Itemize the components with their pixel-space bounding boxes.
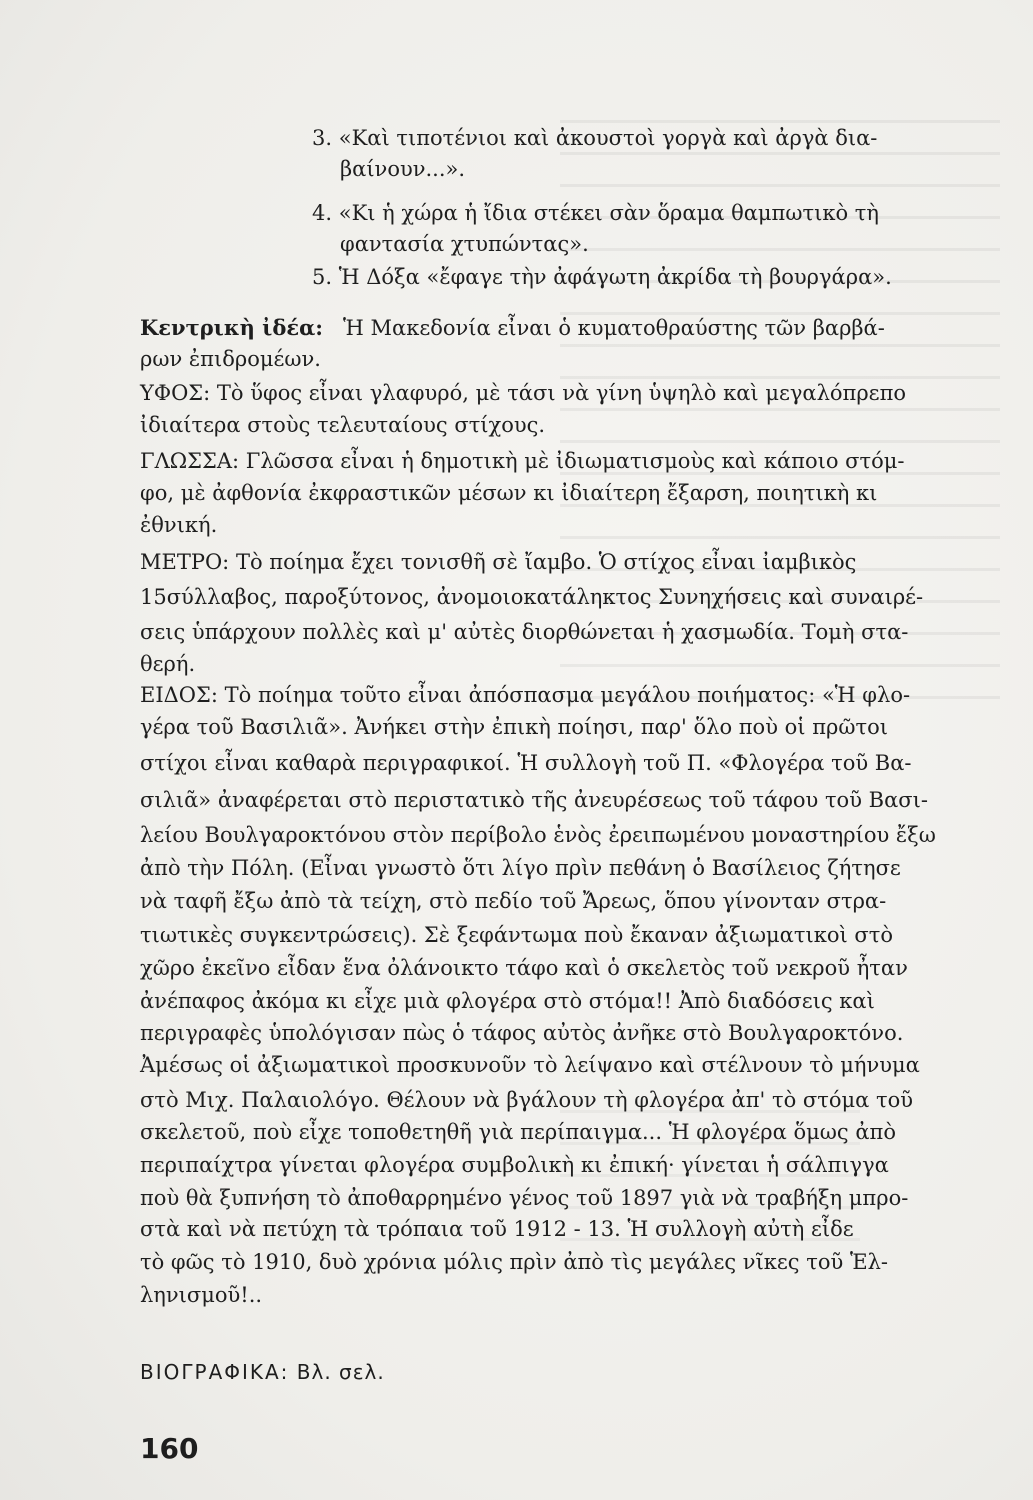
list-text: Ἡ Δόξα «ἔφαγε τὴν ἀφάγωτη ἀκρίδα τὴ βουργάρα».: [338, 265, 892, 289]
genre-continuation: ἀπὸ τὴν Πόλη. (Εἶναι γνωστὸ ὅτι λίγο πρὶν πεθάνη ὁ Βασίλειος ζήτησε: [140, 856, 901, 880]
genre-label: ΕΙΔΟΣ:: [140, 683, 218, 707]
genre-continuation: Ἀμέσως οἱ ἀξιωματικοὶ προσκυνοῦν τὸ λείψανο καὶ στέλνουν τὸ μήνυμα: [140, 1053, 920, 1077]
meter-continuation: θερή.: [140, 652, 196, 676]
genre-continuation: στίχοι εἶναι καθαρὰ περιγραφικοί. Ἡ συλλογὴ τοῦ Π. «Φλογέρα τοῦ Βα-: [140, 751, 912, 775]
list-item-continuation: βαίνουν...».: [340, 157, 466, 181]
meter-text: Τὸ ποίημα ἔχει τονισθῆ σὲ ἴαμβο. Ὁ στίχος εἶναι ἰαμβικὸς: [235, 550, 857, 574]
genre-continuation: σιλιᾶ» ἀναφέρεται στὸ περιστατικὸ τῆς ἀνευρέσεως τοῦ τάφου τοῦ Βασι-: [140, 788, 928, 812]
meter-label: ΜΕΤΡΟ:: [140, 550, 230, 574]
list-item-continuation: φαντασία χτυπώντας».: [340, 232, 589, 256]
genre-continuation: νὰ ταφῆ ἔξω ἀπὸ τὰ τείχη, στὸ πεδίο τοῦ Ἄρεως, ὅπου γίνονταν στρα-: [140, 889, 887, 913]
genre-continuation: χῶρο ἐκεῖνο εἶδαν ἕνα ὀλάνοικτο τάφο καὶ ὁ σκελετὸς τοῦ νεκροῦ ἦταν: [140, 956, 908, 980]
genre-continuation: σκελετοῦ, ποὺ εἶχε τοποθετηθῆ γιὰ περίπαιγμα... Ἡ φλογέρα ὅμως ἀπὸ: [140, 1120, 896, 1144]
genre-text: Τὸ ποίημα τοῦτο εἶναι ἀπόσπασμα μεγάλου ποιήματος: «Ἡ φλο-: [224, 683, 911, 707]
genre-continuation: στὰ καὶ νὰ πετύχη τὰ τρόπαια τοῦ 1912 - 13. Ἡ συλλογὴ αὐτὴ εἶδε: [140, 1217, 854, 1241]
central-idea-line: [140, 313, 885, 343]
biography-reference: [140, 1360, 385, 1384]
genre-continuation: γέρα τοῦ Βασιλιᾶ». Ἀνήκει στὴν ἐπικὴ ποίησι, παρ' ὅλο ποὺ οἱ πρῶτοι: [140, 715, 888, 739]
central-idea-text: Ἡ Μακεδονία εἶναι ὁ κυματοθραύστης τῶν βαρβά-: [343, 316, 885, 340]
style-line: [140, 378, 906, 408]
genre-continuation: τιωτικὲς συγκεντρώσεις). Σὲ ξεφάντωμα ποὺ ἔκαναν ἀξιωματικοὶ στὸ: [140, 923, 893, 947]
biography-text: Βλ. σελ.: [296, 1360, 385, 1384]
list-text: «Καὶ τιποτένιοι καὶ ἀκουστοὶ γοργὰ καὶ ἀργὰ δια-: [338, 126, 878, 150]
genre-continuation: στὸ Μιχ. Παλαιολόγο. Θέλουν νὰ βγάλουν τὴ φλογέρα ἀπ' τὸ στόμα τοῦ: [140, 1088, 914, 1112]
language-continuation: φο, μὲ ἀφθονία ἐκφραστικῶν μέσων κι ἰδιαίτερη ἔξαρση, ποιητικὴ κι: [140, 481, 878, 505]
language-line: [140, 446, 904, 476]
genre-line: [140, 680, 910, 710]
list-number: 3.: [312, 126, 333, 150]
language-continuation: ἐθνική.: [140, 513, 218, 537]
list-number: 5.: [312, 265, 333, 289]
style-label: ΥΦΟΣ:: [140, 381, 211, 405]
list-item: [312, 198, 879, 228]
genre-continuation: ποὺ θὰ ξυπνήση τὸ ἀποθαρρημένο γένος τοῦ 1897 γιὰ νὰ τραβήξη μπρο-: [140, 1186, 909, 1210]
language-label: ΓΛΩΣΣΑ:: [140, 449, 240, 473]
genre-continuation: ἀνέπαφος ἀκόμα κι εἶχε μιὰ φλογέρα στὸ στόμα!! Ἀπὸ διαδόσεις καὶ: [140, 989, 875, 1013]
style-text: Τὸ ὕφος εἶναι γλαφυρό, μὲ τάσι νὰ γίνη ὑψηλὸ καὶ μεγαλόπρεπο: [216, 381, 907, 405]
meter-continuation: 15σύλλαβος, παροξύτονος, ἀνομοιοκατάληκτος Συνηχήσεις καὶ συναιρέ-: [140, 585, 924, 609]
central-idea-continuation: ρων ἐπιδρομέων.: [140, 347, 321, 371]
style-continuation: ἰδιαίτερα στοὺς τελευταίους στίχους.: [140, 413, 546, 437]
list-text: «Κι ἡ χώρα ἡ ἴδια στέκει σὰν ὅραμα θαμπωτικὸ τὴ: [338, 201, 879, 225]
genre-continuation: περιπαίχτρα γίνεται φλογέρα συμβολικὴ κι ἐπική· γίνεται ἡ σάλπιγγα: [140, 1153, 889, 1177]
list-item: [312, 262, 892, 292]
list-item: [312, 123, 877, 153]
genre-continuation: λείου Βουλγαροκτόνου στὸν περίβολο ἑνὸς ἐρειπωμένου μοναστηρίου ἔξω: [140, 823, 936, 847]
meter-continuation: σεις ὑπάρχουν πολλὲς καὶ μ' αὐτὲς διορθώνεται ἡ χασμωδία. Τομὴ στα-: [140, 620, 909, 644]
genre-continuation: ληνισμοῦ!..: [140, 1283, 263, 1307]
genre-continuation: τὸ φῶς τὸ 1910, δυὸ χρόνια μόλις πρὶν ἀπὸ τὶς μεγάλες νῖκες τοῦ Ἑλ-: [140, 1250, 889, 1274]
biography-label: ΒΙΟΓΡΑΦΙΚΑ:: [140, 1360, 290, 1384]
language-text: Γλῶσσα εἶναι ἡ δημοτικὴ μὲ ἰδιωματισμοὺς καὶ κάποιο στόμ-: [245, 449, 905, 473]
list-number: 4.: [312, 201, 333, 225]
genre-continuation: περιγραφὲς ὑπολόγισαν πὼς ὁ τάφος αὐτὸς ἀνῆκε στὸ Βουλγαροκτόνο.: [140, 1021, 904, 1045]
meter-line: [140, 547, 856, 577]
central-idea-label: Κεντρικὴ ἰδέα:: [140, 315, 324, 340]
page-number: 160: [140, 1432, 199, 1465]
